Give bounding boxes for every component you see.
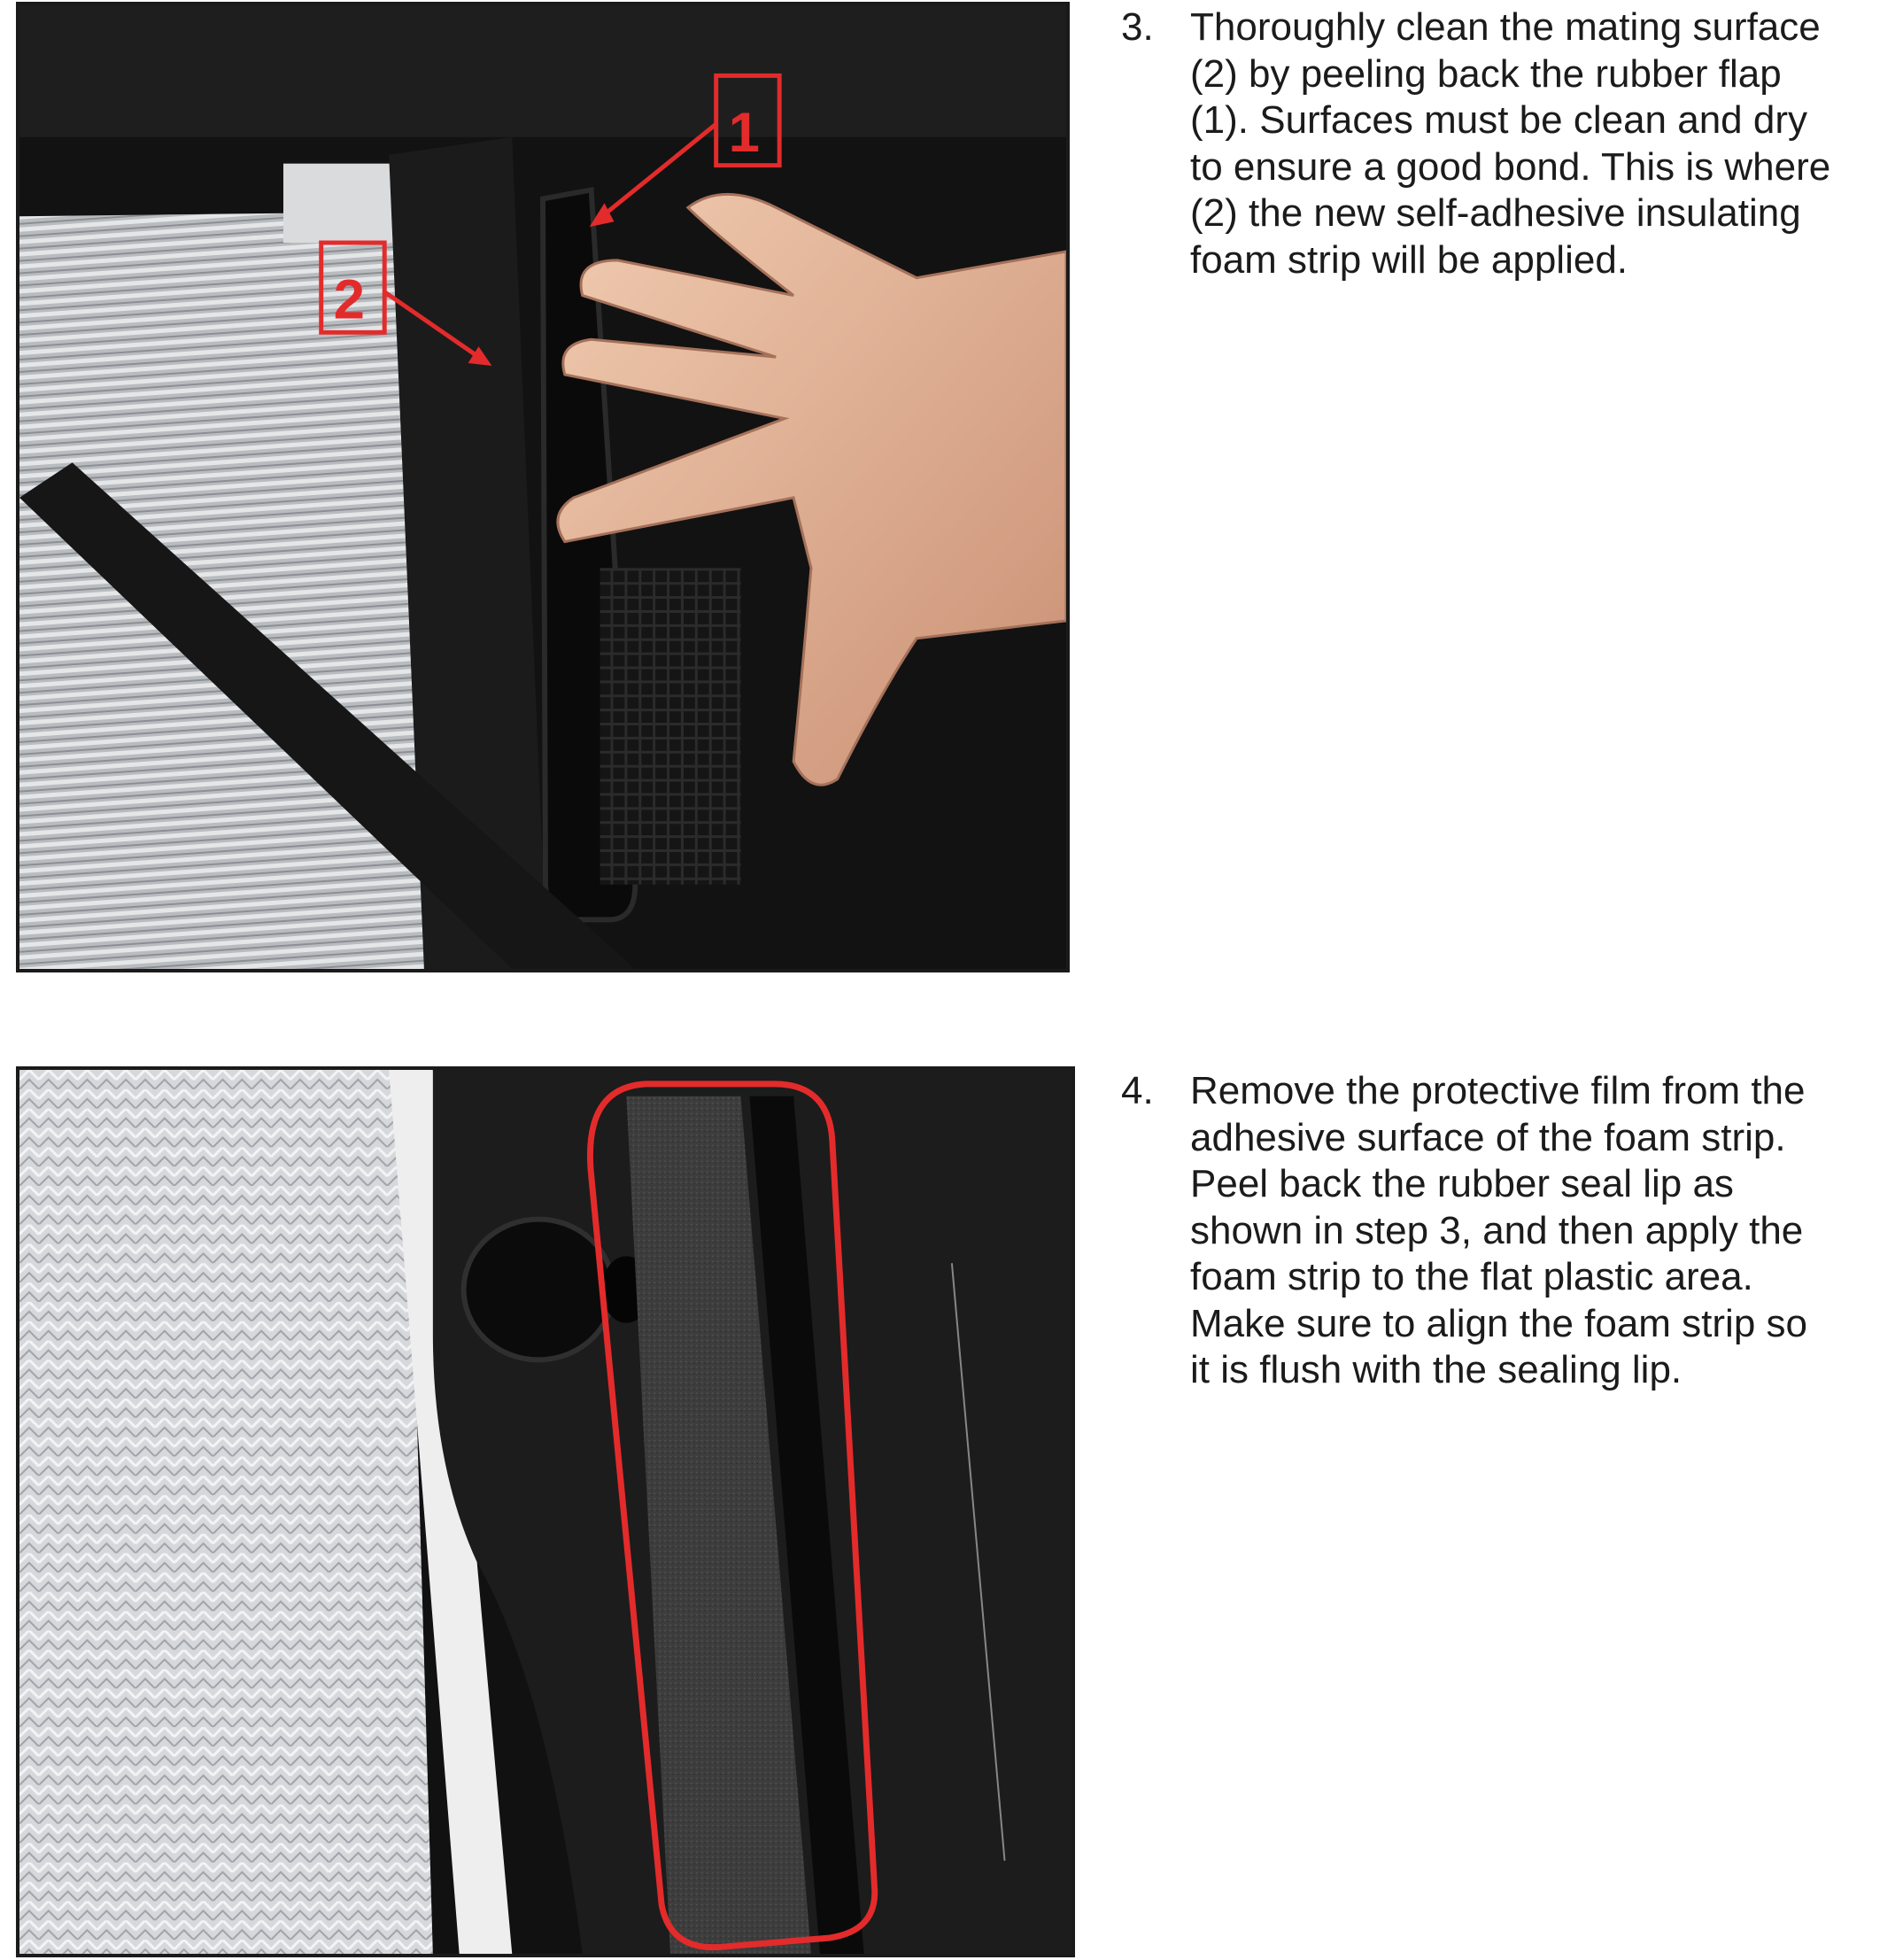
mounting-boss: [464, 1220, 614, 1360]
step-4-line: shown in step 3, and then apply the: [1190, 1208, 1804, 1252]
callout-label-2: 2: [333, 267, 365, 331]
step-3-line: (1). Surfaces must be clean and dry: [1190, 98, 1807, 142]
step-4-photo: [16, 1066, 1075, 1957]
step-4-line: Remove the protective film from the: [1190, 1069, 1806, 1112]
step-4-line: foam strip to the flat plastic area.: [1190, 1255, 1753, 1298]
step-4-photo-illustration: [19, 1070, 1071, 1954]
step-4-line: adhesive surface of the foam strip.: [1190, 1115, 1786, 1159]
step-3-line: (2) the new self-adhesive insulating: [1190, 191, 1801, 235]
step-3-text: [1190, 4, 1863, 283]
step-4-line: Peel back the rubber seal lip as: [1190, 1162, 1734, 1205]
step-3-line: foam strip will be applied.: [1190, 237, 1628, 282]
step-4-number: 4.: [1121, 1069, 1154, 1112]
step-3-line: Thoroughly clean the mating surface: [1190, 5, 1821, 49]
callout-label-1: 1: [728, 100, 760, 164]
step-4-line: Make sure to align the foam strip so: [1190, 1301, 1807, 1345]
step-4-line: it is flush with the sealing lip.: [1190, 1348, 1683, 1391]
step-3-number: 3.: [1121, 5, 1154, 49]
grille: [600, 568, 741, 884]
step-3-line: (2) by peeling back the rubber flap: [1190, 51, 1782, 96]
radiator-core: [19, 1070, 433, 1954]
radiator-fins: [19, 212, 433, 969]
step-4-text: [1190, 1068, 1863, 1394]
step-3-photo: [16, 2, 1070, 972]
step-3-line: to ensure a good bond. This is where: [1190, 144, 1831, 189]
step-3-photo-illustration: [19, 5, 1066, 969]
